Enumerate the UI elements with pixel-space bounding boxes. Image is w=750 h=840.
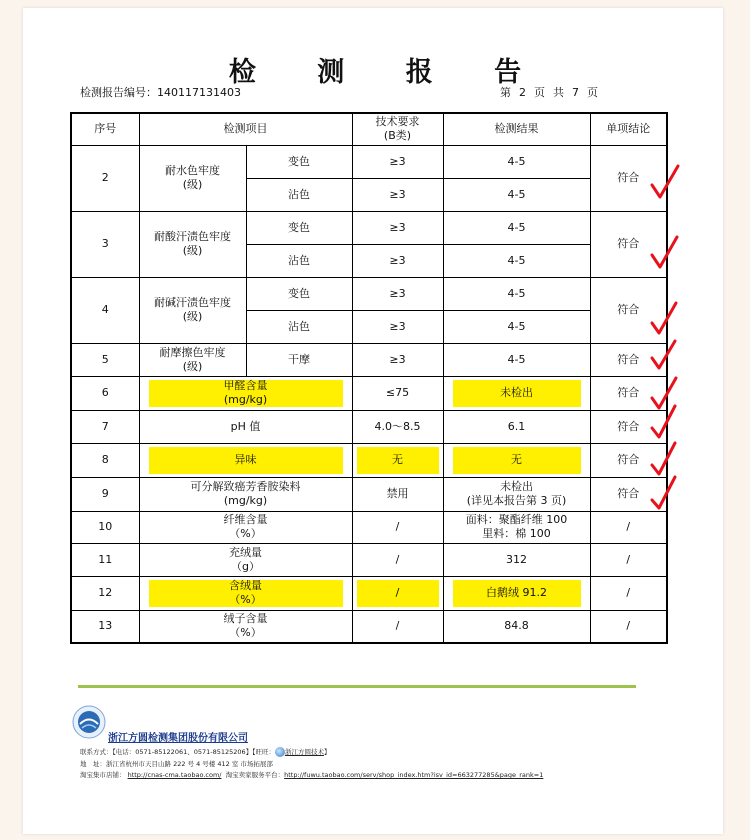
row-requirement: ≥3	[352, 277, 443, 310]
col-header-item: 检测项目	[139, 113, 352, 145]
row-item-highlighted: 含绒量 （%）	[139, 576, 352, 610]
row-requirement: /	[352, 511, 443, 543]
table-row	[71, 376, 667, 410]
company-logo-icon	[72, 705, 106, 739]
row-verdict: 符合	[590, 376, 667, 410]
row-result: 4-5	[443, 310, 590, 343]
row-item: 耐碱汗渍色牢度 (级)	[139, 277, 246, 343]
table-row	[71, 477, 667, 511]
col-header-result: 检测结果	[443, 113, 590, 145]
row-verdict: 符合	[590, 343, 667, 376]
page-info: 第 2 页 共 7 页	[500, 86, 598, 99]
row-verdict: 符合	[590, 277, 667, 343]
row-requirement: ≥3	[352, 145, 443, 178]
row-requirement: ≥3	[352, 211, 443, 244]
row-result: 4-5	[443, 145, 590, 178]
row-verdict: /	[590, 543, 667, 576]
footer-divider	[78, 685, 636, 688]
row-subitem: 沾色	[246, 178, 352, 211]
row-no: 4	[71, 277, 139, 343]
row-result-highlighted: 无	[443, 443, 590, 477]
row-no: 8	[71, 443, 139, 477]
row-result: 4-5	[443, 343, 590, 376]
row-result: 4-5	[443, 244, 590, 277]
row-result-highlighted: 未检出	[443, 376, 590, 410]
row-requirement: 4.0～8.5	[352, 410, 443, 443]
row-item: 耐水色牢度 (级)	[139, 145, 246, 211]
row-subitem: 变色	[246, 211, 352, 244]
row-requirement: ≤75	[352, 376, 443, 410]
row-result: 4-5	[443, 277, 590, 310]
row-requirement-highlighted: /	[352, 576, 443, 610]
col-header-requirement: 技术要求 (B类)	[352, 113, 443, 145]
row-requirement: ≥3	[352, 343, 443, 376]
row-verdict: /	[590, 576, 667, 610]
table-row	[71, 543, 667, 576]
row-requirement: /	[352, 543, 443, 576]
row-verdict: 符合	[590, 477, 667, 511]
table-row	[71, 610, 667, 643]
report-table	[70, 112, 668, 644]
table-row	[71, 277, 667, 310]
row-no: 11	[71, 543, 139, 576]
row-subitem: 变色	[246, 277, 352, 310]
footer-links: 淘宝集市店铺： http://cnas-cma.taobao.com/ 淘宝卖家服务平台：http://fuwu.taobao.com/serv/shop_index.htm?isv_id=663277285&page_rank=1	[80, 771, 544, 779]
row-requirement-highlighted: 无	[352, 443, 443, 477]
row-requirement: ≥3	[352, 178, 443, 211]
table-row	[71, 410, 667, 443]
row-item: 充绒量 （g）	[139, 543, 352, 576]
row-subitem: 沾色	[246, 244, 352, 277]
row-verdict: 符合	[590, 410, 667, 443]
table-row	[71, 511, 667, 543]
wangwang-link[interactable]: 浙江方圆技术	[284, 748, 324, 756]
row-no: 7	[71, 410, 139, 443]
row-verdict: /	[590, 511, 667, 543]
row-no: 10	[71, 511, 139, 543]
row-subitem: 干摩	[246, 343, 352, 376]
store-link[interactable]: http://cnas-cma.taobao.com/	[127, 771, 222, 779]
report-title: 检 测 报 告	[228, 57, 548, 88]
row-requirement: ≥3	[352, 244, 443, 277]
service-link[interactable]: http://fuwu.taobao.com/serv/shop_index.htm?isv_id=663277285&page_rank=1	[284, 771, 544, 779]
table-row	[71, 443, 667, 477]
row-item: 纤维含量 （%）	[139, 511, 352, 543]
row-result: 4-5	[443, 178, 590, 211]
row-no: 13	[71, 610, 139, 643]
row-no: 6	[71, 376, 139, 410]
row-verdict: 符合	[590, 145, 667, 211]
row-item: pH 值	[139, 410, 352, 443]
row-result: 312	[443, 543, 590, 576]
row-result: 4-5	[443, 211, 590, 244]
row-subitem: 沾色	[246, 310, 352, 343]
row-result: 84.8	[443, 610, 590, 643]
row-item-highlighted: 甲醛含量 (mg/kg)	[139, 376, 352, 410]
report-number: 检测报告编号：140117131403	[80, 86, 241, 99]
row-requirement: /	[352, 610, 443, 643]
row-item: 可分解致癌芳香胺染料 (mg/kg)	[139, 477, 352, 511]
col-header-no: 序号	[71, 113, 139, 145]
row-result: 6.1	[443, 410, 590, 443]
row-verdict: 符合	[590, 211, 667, 277]
row-item-highlighted: 异味	[139, 443, 352, 477]
row-no: 3	[71, 211, 139, 277]
table-row	[71, 145, 667, 178]
row-requirement: ≥3	[352, 310, 443, 343]
wangwang-icon	[275, 747, 285, 757]
col-header-verdict: 单项结论	[590, 113, 667, 145]
table-header-row	[71, 113, 667, 145]
row-subitem: 变色	[246, 145, 352, 178]
row-no: 5	[71, 343, 139, 376]
company-name: 浙江方圆检测集团股份有限公司	[108, 733, 248, 744]
row-item: 耐酸汗渍色牢度 (级)	[139, 211, 246, 277]
row-no: 2	[71, 145, 139, 211]
row-item: 耐摩擦色牢度 (级)	[139, 343, 246, 376]
row-result: 未检出 (详见本报告第 3 页)	[443, 477, 590, 511]
footer-address: 地 址：浙江省杭州市天目山路 222 号 4 号楼 412 室 市场拓展部	[80, 760, 273, 768]
row-requirement: 禁用	[352, 477, 443, 511]
table-row	[71, 576, 667, 610]
row-verdict: 符合	[590, 443, 667, 477]
table-row	[71, 211, 667, 244]
row-no: 9	[71, 477, 139, 511]
footer-contact: 联系方式：【电话：0571-85122061、0571-85125206】【旺旺： 浙江方圆技术】	[80, 748, 331, 756]
row-verdict: /	[590, 610, 667, 643]
row-result: 面料：聚酯纤维 100 里料：棉 100	[443, 511, 590, 543]
table-row	[71, 343, 667, 376]
row-item: 绒子含量 （%）	[139, 610, 352, 643]
row-result-highlighted: 白鹅绒 91.2	[443, 576, 590, 610]
row-no: 12	[71, 576, 139, 610]
